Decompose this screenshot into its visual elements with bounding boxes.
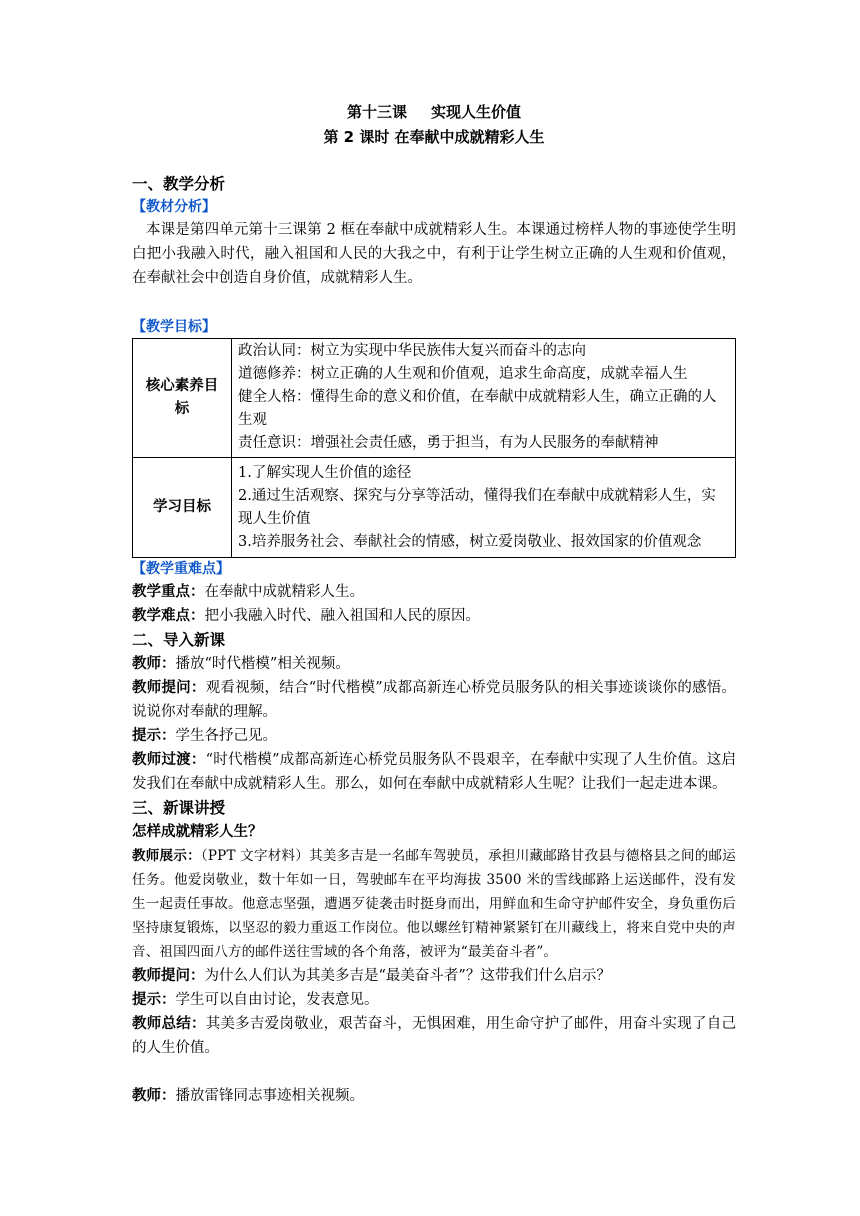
goals-row-core-content (232, 339, 736, 458)
intro-item-label: 提示： (132, 728, 176, 744)
intro-item (132, 748, 736, 796)
lesson-item-label: 教师总结： (132, 1016, 206, 1032)
goal-line: 健全人格：懂得生命的意义和价值，在奉献中成就精彩人生，确立正确的人生观 (238, 389, 717, 428)
goals-row-learning-content (232, 458, 736, 558)
intro-item-label: 教师： (132, 656, 176, 672)
intro-item-text: 播放“时代楷模”相关视频。 (175, 656, 350, 672)
tag-teaching-goals: 【教学目标】 (132, 319, 216, 335)
intro-item (132, 724, 736, 748)
lesson-name: 实现人生价值 (431, 103, 522, 121)
lesson-item-text: 学生可以自由讨论，发表意见。 (175, 992, 379, 1008)
lesson-item-last (132, 1084, 736, 1108)
lesson-item (132, 964, 736, 988)
key-point-text: 在奉献中成就精彩人生。 (204, 584, 364, 600)
intro-item-text: “时代楷模”成都高新连心桥党员服务队不畏艰辛，在奉献中实现了人生价值。这启发我们在奉献中成就精彩人生。那么，如何在奉献中成就精彩人生呢？让我们一起走进本课。 (132, 752, 737, 792)
lesson-item (132, 988, 736, 1012)
intro-item-text: 学生各抒己见。 (175, 728, 277, 744)
goals-row-learning (133, 458, 736, 558)
lesson-subtitle: 第 2 课时 在奉献中成就精彩人生 (323, 128, 545, 146)
case-material-text: （PPT 文字材料）其美多吉是一名邮车驾驶员，承担川藏邮路甘孜县与德格县之间的邮运任务。他爱岗敬业，数十年如一日，驾驶邮车在平均海拔 3500 米的雪线邮路上运送邮件，没有发生一起责任事故。他意志坚强，遭遇歹徒袭击时挺身而出，用鲜血和生命守护邮件安全，身负重伤后坚持康复锻炼，以坚忍的毅力重返工作岗位。他以螺丝钉精神紧紧钉在川藏线上，将来自党中央的声音、祖国四面八方的邮件送往雪域的各个角落，被评为“最美奋斗者”。 (132, 848, 736, 960)
case-material-label: 教师展示： (132, 848, 201, 864)
intro-item-label: 教师过渡： (132, 752, 206, 768)
tag-material-analysis: 【教材分析】 (132, 199, 216, 215)
intro-item (132, 676, 736, 724)
lesson-item-label: 教师： (132, 1088, 176, 1104)
lesson-item (132, 1012, 736, 1060)
goal-line: 2.通过生活观察、探究与分享等活动，懂得我们在奉献中成就精彩人生，实现人生价值 (238, 488, 716, 527)
section-heading-analysis: 一、教学分析 (132, 175, 226, 193)
intro-item-label: 教师提问： (132, 680, 206, 696)
document-page (132, 100, 736, 1108)
goals-row-learning-header: 学习目标 (133, 458, 232, 558)
goal-line: 3.培养服务社会、奉献社会的情感，树立爱岗敬业、报效国家的价值观念 (238, 534, 702, 550)
goal-line: 责任意识：增强社会责任感，勇于担当，有为人民服务的奉献精神 (238, 435, 659, 451)
lesson-item-text: 为什么人们认为其美多吉是“最美奋斗者”？这带我们什么启示？ (204, 968, 611, 984)
goals-table (132, 338, 736, 558)
lesson-item-text: 播放雷锋同志事迹相关视频。 (175, 1088, 364, 1104)
material-analysis-text: 本课是第四单元第十三课第 2 框在奉献中成就精彩人生。本课通过榜样人物的事迹使学生明白把小我融入时代，融入祖国和人民的大我之中，有利于让学生树立正确的人生观和价值观，在奉献社会中创造自身价值，成就精彩人生。 (132, 222, 736, 286)
intro-item (132, 652, 736, 676)
difficult-point-label: 教学难点： (132, 608, 205, 624)
case-material (132, 844, 736, 964)
goal-line: 道德修养：树立正确的人生观和价值观，追求生命高度，成就幸福人生 (238, 366, 688, 382)
goal-line: 1.了解实现人生价值的途径 (238, 465, 412, 481)
tag-key-difficult-points: 【教学重难点】 (132, 561, 230, 577)
lesson-item-label: 提示： (132, 992, 176, 1008)
key-point (132, 580, 736, 604)
goal-line: 政治认同：树立为实现中华民族伟大复兴而奋斗的志向 (238, 343, 586, 359)
intro-item-text: 观看视频，结合“时代楷模”成都高新连心桥党员服务队的相关事迹谈谈你的感悟。说说你对奉献的理解。 (132, 680, 737, 720)
section-heading-introduction: 二、导入新课 (132, 631, 226, 649)
goals-row-core-header: 核心素养目标 (133, 339, 232, 458)
lesson-item-label: 教师提问： (132, 968, 205, 984)
difficult-point-text: 把小我融入时代、融入祖国和人民的原因。 (204, 608, 480, 624)
goals-row-core (133, 339, 736, 458)
lesson-number: 第十三课 (346, 103, 407, 121)
lesson-title (132, 100, 736, 125)
lesson-item-text: 其美多吉爱岗敬业，艰苦奋斗，无惧困难，用生命守护了邮件，用奋斗实现了自己的人生价值。 (132, 1016, 736, 1056)
subheading-how-to: 怎样成就精彩人生？ (132, 824, 263, 840)
section-heading-new-lesson: 三、新课讲授 (132, 799, 226, 817)
key-point-label: 教学重点： (132, 584, 205, 600)
difficult-point (132, 604, 736, 628)
